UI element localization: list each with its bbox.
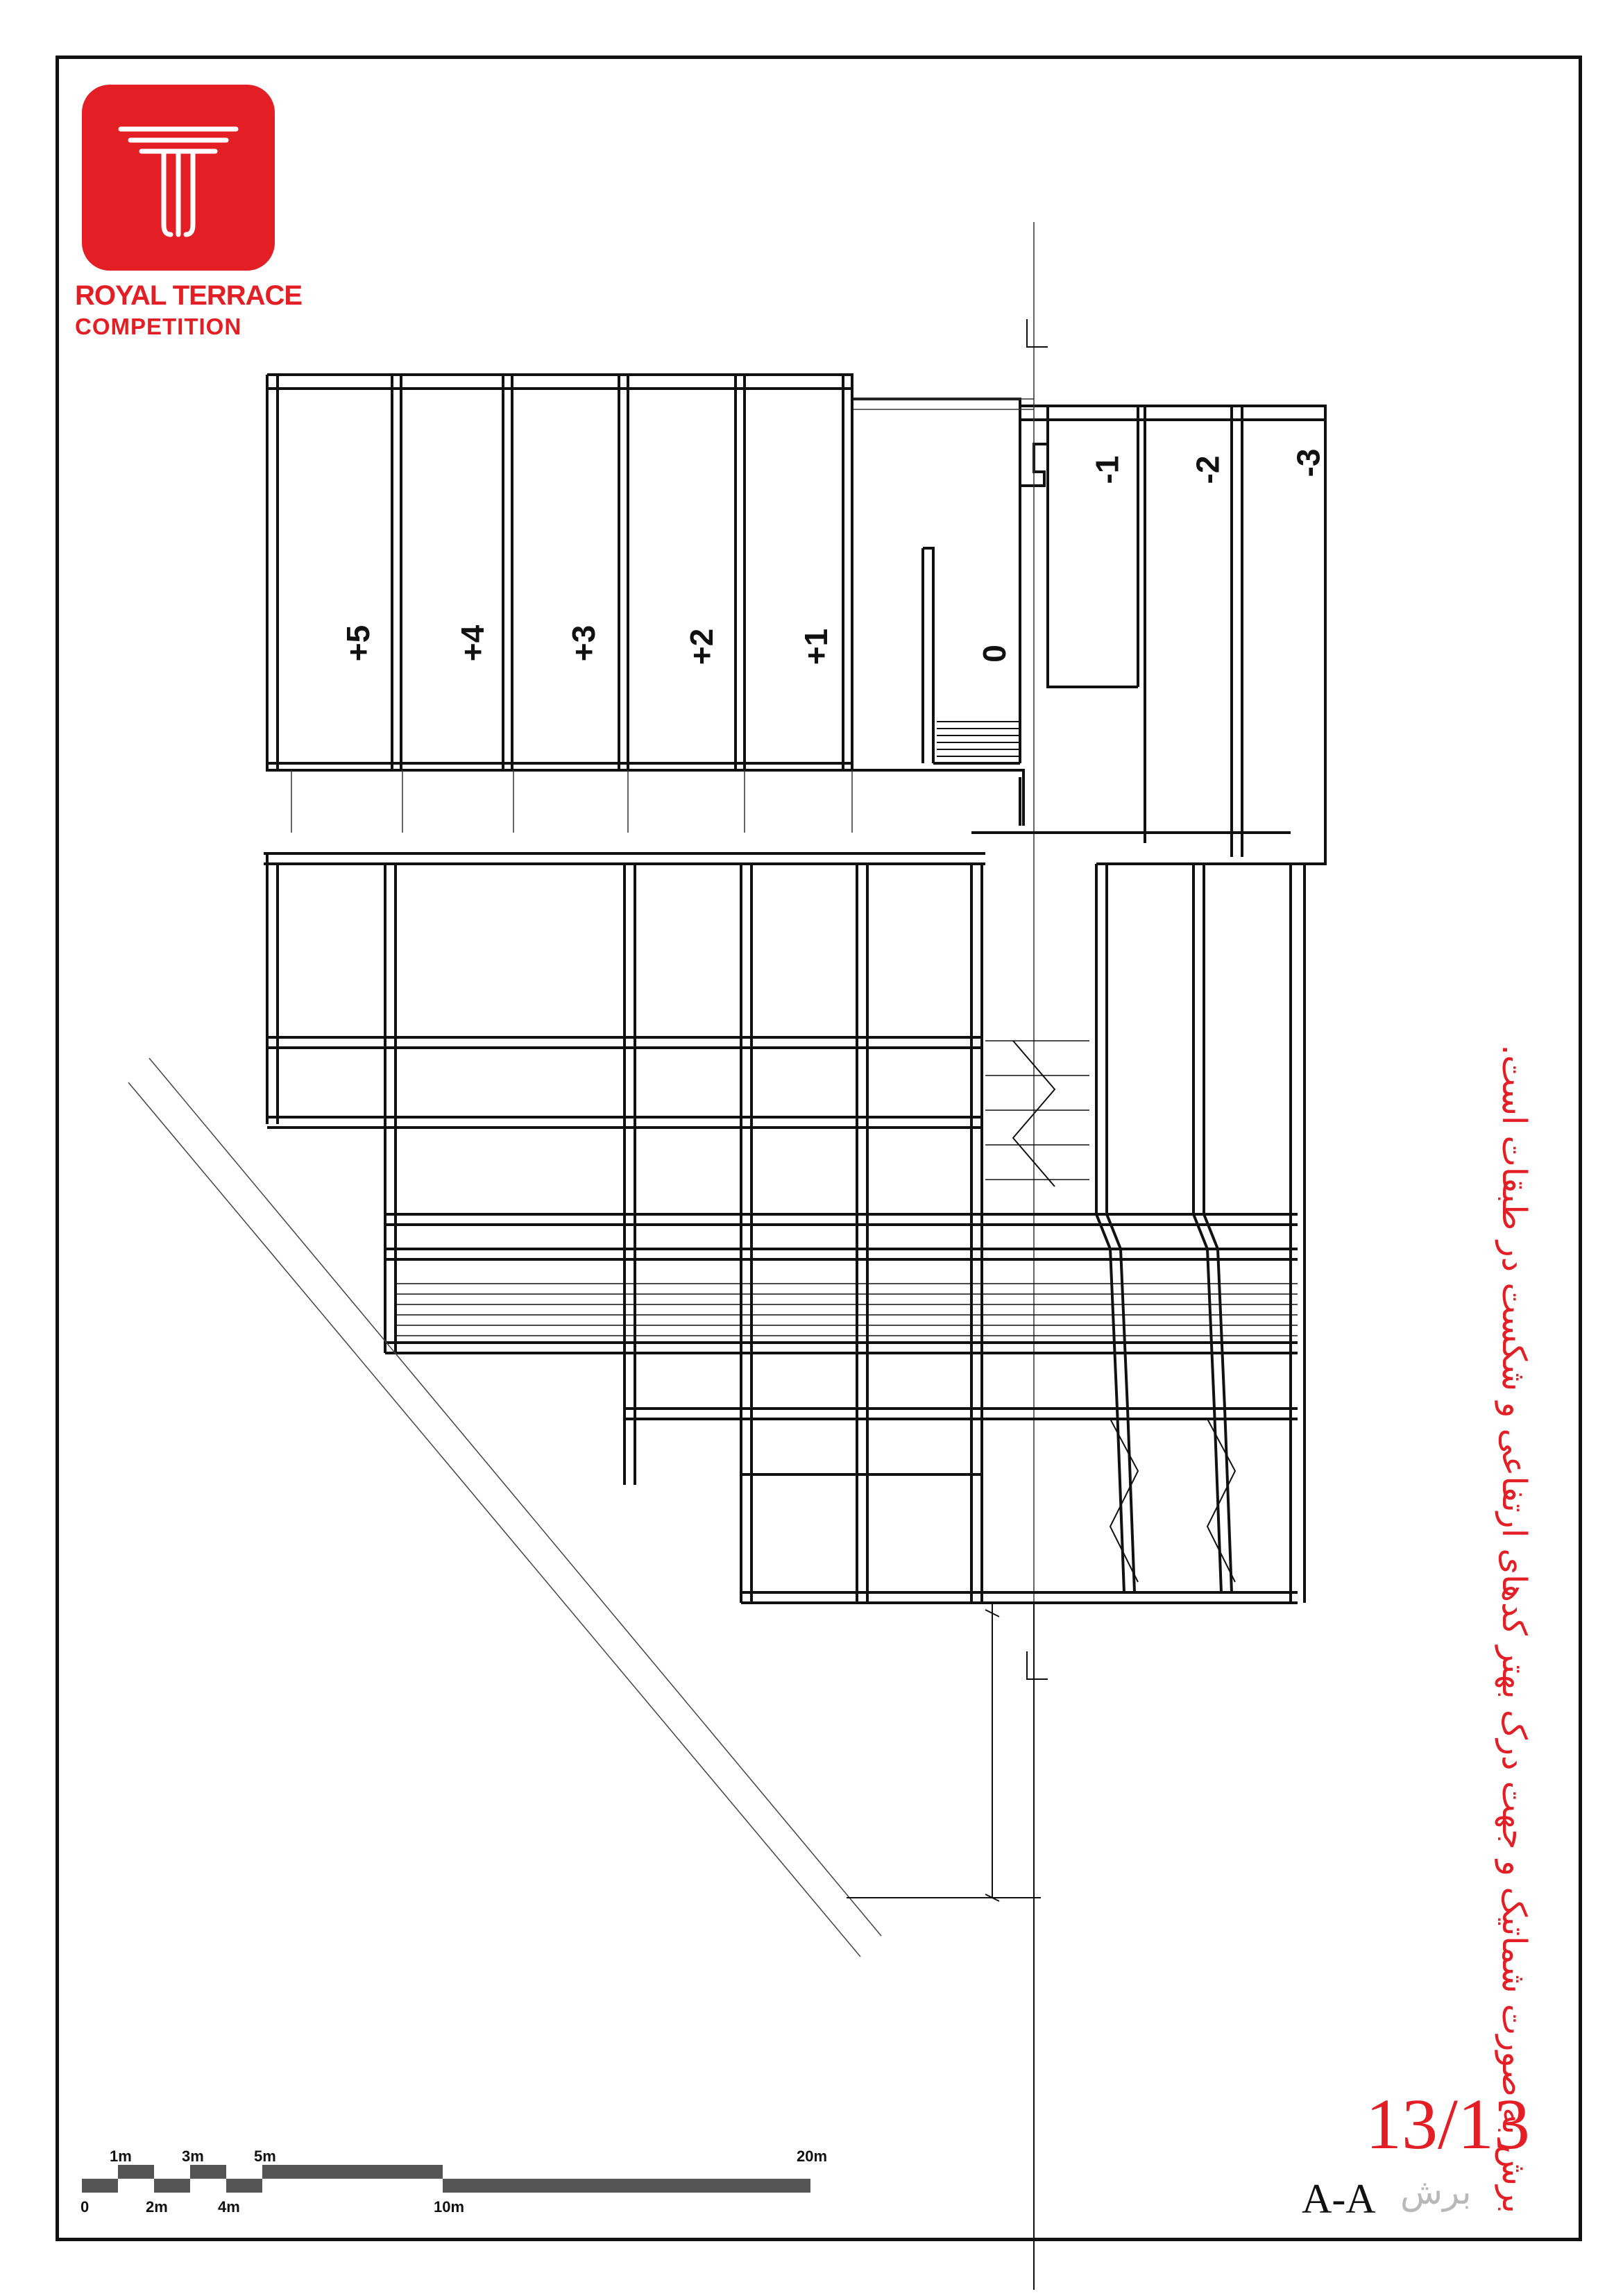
scale-label-1m: 1m <box>110 2148 132 2165</box>
side-note <box>1472 62 1556 2213</box>
basement-number-minus2: -2 <box>1189 455 1226 484</box>
scale-bar <box>82 2165 810 2193</box>
scale-label-0: 0 <box>80 2198 90 2216</box>
floor-number-plus5: +5 <box>340 624 377 662</box>
basement-number-minus1: -1 <box>1089 455 1125 484</box>
floor-number-plus1: +1 <box>798 628 835 665</box>
scale-label-4m: 4m <box>218 2198 240 2216</box>
scale-label-5m: 5m <box>254 2148 276 2165</box>
scale-label-2m: 2m <box>146 2198 168 2216</box>
section-title: A-A <box>1302 2176 1376 2222</box>
floor-number-plus4: +4 <box>454 624 491 662</box>
scale-label-20m: 20m <box>797 2148 828 2165</box>
upper-section <box>267 375 1325 864</box>
basement-number-minus3: -3 <box>1290 448 1327 477</box>
floor-number-plus2: +2 <box>683 628 720 665</box>
sheet-number: 13/13 <box>1366 2084 1530 2164</box>
logo-text-line2: COMPETITION <box>75 314 242 339</box>
section-word: برش <box>1400 2172 1472 2212</box>
floor-number-plus3: +3 <box>566 624 602 662</box>
main-section <box>264 833 1318 1603</box>
logo-text-line1: ROYAL TERRACE <box>75 280 303 311</box>
floor-number-zero: 0 <box>976 645 1012 663</box>
scale-label-3m: 3m <box>182 2148 204 2165</box>
scale-label-10m: 10m <box>434 2198 465 2216</box>
side-note-text: برش به صورت شماتیک و جهت درک بهتر کدهای ارتفاعی و شکست در طبقات است. <box>1495 1044 1533 2213</box>
